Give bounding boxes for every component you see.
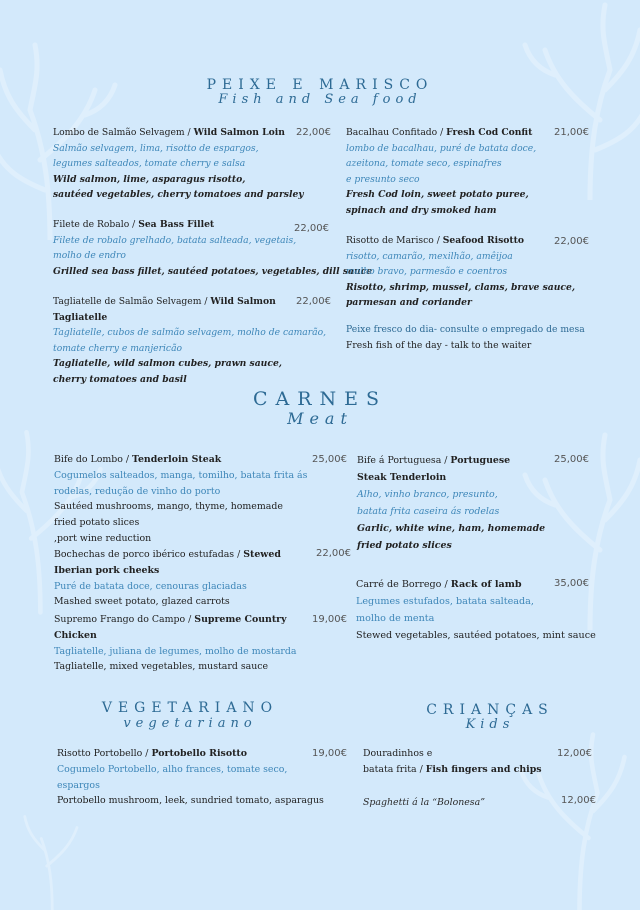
note-pt: Peixe fresco do dia- consulte o empregado de mesa: [346, 324, 585, 335]
item-desc-pt: azeitona, tomate seco, espinafres: [346, 158, 502, 169]
section-title-fish: PEIXE E MARISCO: [206, 77, 434, 93]
item-desc-pt: Salmão selvagem, lima, risotto de espargos,: [53, 142, 259, 154]
item-name-en: Rack of lamb: [450, 579, 522, 590]
menu-item-tenderloin-steak: [54, 452, 307, 547]
item-desc-pt: Cogumelo Portobello, alho frances, tomate seco,: [57, 763, 288, 775]
item-desc-en: Grilled sea bass fillet, sautéed potatoes, vegetables, dill sauce: [53, 265, 373, 277]
menu-item-portobello-risotto: [57, 746, 324, 809]
menu-item-portuguese-steak: [357, 452, 545, 554]
price-cod-confit: 21,00€: [554, 127, 589, 138]
item-desc-pt: Tagliatelle, cubos de salmão selvagem, molho de camarão,: [53, 327, 327, 338]
item-name-pt: Bochechas de porco ibérico estufadas /: [54, 549, 244, 560]
section-subtitle-kids: Kids: [465, 717, 515, 732]
item-desc-pt: e presunto seco: [346, 173, 420, 185]
item-desc-en: Sautéed mushrooms, mango, thyme, homemade: [54, 501, 283, 513]
item-name-en: Sea Bass Fillet: [138, 219, 215, 230]
menu-item-seafood-risotto: [346, 233, 575, 311]
item-desc-en: cherry tomatoes and basil: [53, 373, 187, 385]
item-name-en: Portobello Risotto: [151, 748, 247, 759]
item-name-pt: Lombo de Salmão Selvagem /: [53, 127, 194, 138]
note-en: Fresh fish of the day - talk to the waiter: [346, 339, 532, 351]
section-title-veg: VEGETARIANO: [101, 700, 279, 716]
item-name-en: Wild Salmon Loin: [193, 127, 285, 138]
item-name-en: Seafood Risotto: [442, 235, 525, 246]
price-tenderloin-steak: 25,00€: [312, 454, 347, 465]
item-name-pt: Risotto Portobello /: [57, 748, 152, 759]
item-desc-pt: Alho, vinho branco, presunto,: [357, 489, 498, 500]
item-name-pt: batata frita /: [363, 764, 426, 775]
menu-item-fish-fingers: [363, 746, 542, 778]
item-desc-en: Tagliatelle, wild salmon cubes, prawn sauce,: [53, 358, 282, 369]
item-desc-pt: Filete de robalo grelhado, batata salteada, vegetais,: [53, 234, 297, 246]
item-desc-pt: molho bravo, parmesão e coentros: [346, 266, 508, 277]
item-name: Spaghetti á la “Bolonesa”: [363, 797, 485, 808]
price-portobello-risotto: 19,00€: [312, 748, 347, 759]
item-name-en-cont: Tagliatelle: [53, 311, 108, 323]
item-desc-en: parmesan and coriander: [346, 297, 472, 308]
item-name-en: Wild Salmon: [210, 296, 276, 307]
price-rack-of-lamb: 35,00€: [554, 578, 589, 589]
item-desc-en: Mashed sweet potato, glazed carrots: [54, 596, 230, 608]
price-portuguese-steak: 25,00€: [554, 454, 589, 465]
menu-item-salmon-loin: [53, 125, 304, 203]
price-spaghetti-bolonesa: 12,00€: [561, 795, 596, 806]
item-desc-pt: Tagliatelle, juliana de legumes, molho de mostarda: [54, 645, 297, 657]
item-desc-pt: molho de menta: [356, 613, 435, 624]
item-desc-en: Risotto, shrimp, mussel, clams, brave sauce,: [346, 281, 576, 293]
menu-item-salmon-tagliatelle: [53, 294, 326, 387]
item-desc-pt: legumes salteados, tomate cherry e salsa: [53, 158, 246, 169]
item-desc-en: fried potato slices: [357, 540, 452, 551]
item-name-pt: Douradinhos e: [363, 748, 433, 759]
item-desc-en: Tagliatelle, mixed vegetables, mustard sauce: [54, 661, 269, 673]
item-desc-pt: Legumes estufados, batata salteada,: [356, 596, 534, 607]
fresh-fish-note: [346, 322, 585, 353]
item-desc-en: Stewed vegetables, sautéed potatoes, mint sauce: [356, 630, 596, 641]
item-name-en-cont: Steak Tenderloin: [357, 472, 447, 483]
item-desc-pt: molho de endro: [53, 250, 126, 261]
item-desc-en: spinach and dry smoked ham: [346, 204, 497, 216]
item-desc-pt: tomate cherry e manjericão: [53, 342, 183, 354]
item-desc-en: Garlic, white wine, ham, homemade: [357, 523, 546, 534]
price-sea-bass: 22,00€: [294, 223, 329, 234]
item-desc-pt: Cogumelos salteados, manga, tomilho, batata frita ás: [54, 469, 308, 481]
item-name-en: Fresh Cod Confit: [446, 127, 533, 138]
item-desc-en: sautéed vegetables, cherry tomatoes and parsley: [53, 189, 304, 200]
menu-item-pork-cheeks: [54, 547, 281, 610]
item-name-pt: Bife do Lombo /: [54, 454, 133, 465]
item-name-en: Tenderloin Steak: [132, 454, 222, 465]
section-subtitle-meat: Meat: [287, 409, 353, 428]
price-pork-cheeks: 22,00€: [316, 548, 351, 559]
item-name-pt: Carré de Borrego /: [356, 579, 451, 590]
menu-item-country-chicken: [54, 612, 296, 675]
menu-item-spaghetti-bolonesa: [363, 795, 485, 811]
item-desc-en: Wild salmon, lime, asparagus risotto,: [53, 173, 246, 185]
item-name-en: Portuguese: [450, 455, 511, 466]
item-desc-pt: risotto, camarão, mexilhão, amêijoa: [346, 250, 513, 262]
section-title-kids: CRIANÇAS: [426, 702, 554, 718]
item-name-en: Fish fingers and chips: [425, 764, 542, 775]
price-country-chicken: 19,00€: [312, 614, 347, 625]
item-name-pt: Filete de Robalo /: [53, 219, 139, 230]
item-desc-en: fried potato slices: [54, 517, 140, 529]
section-subtitle-veg: vegetariano: [123, 716, 257, 731]
menu-item-cod-confit: [346, 125, 536, 218]
item-desc-pt: espargos: [57, 779, 100, 791]
price-seafood-risotto: 22,00€: [554, 236, 589, 247]
item-desc-pt: rodelas, redução de vinho do porto: [54, 485, 221, 497]
item-desc-pt: lombo de bacalhau, puré de batata doce,: [346, 142, 537, 154]
item-desc-en: Portobello mushroom, leek, sundried tomato, asparagus: [57, 795, 324, 807]
item-name-pt: Bacalhau Confitado /: [346, 127, 447, 138]
item-name-en-cont: Iberian pork cheeks: [54, 564, 160, 576]
item-desc-en: Fresh Cod loin, sweet potato puree,: [346, 189, 529, 200]
item-name-en-cont: Chicken: [54, 629, 97, 641]
item-desc-pt: batata frita caseira ás rodelas: [357, 506, 500, 517]
item-name-en: Stewed: [243, 549, 281, 560]
item-name-pt: Bife á Portuguesa /: [357, 455, 451, 466]
section-subtitle-fish: Fish and Sea food: [218, 92, 422, 107]
item-name-pt: Risotto de Marisco /: [346, 235, 443, 246]
price-fish-fingers: 12,00€: [557, 748, 592, 759]
item-desc-pt: Puré de batata doce, cenouras glaciadas: [54, 580, 247, 592]
price-salmon-loin: 22,00€: [296, 127, 331, 138]
item-desc-en: ,port wine reduction: [54, 532, 152, 544]
item-name-pt: Tagliatelle de Salmão Selvagem /: [53, 296, 211, 307]
coral-decoration-bottom-left: [0, 800, 110, 910]
item-name-pt: Supremo Frango do Campo /: [54, 614, 195, 625]
section-title-meat: CARNES: [252, 388, 388, 410]
price-salmon-tagliatelle: 22,00€: [296, 296, 331, 307]
item-name-en: Supreme Country: [194, 614, 287, 625]
